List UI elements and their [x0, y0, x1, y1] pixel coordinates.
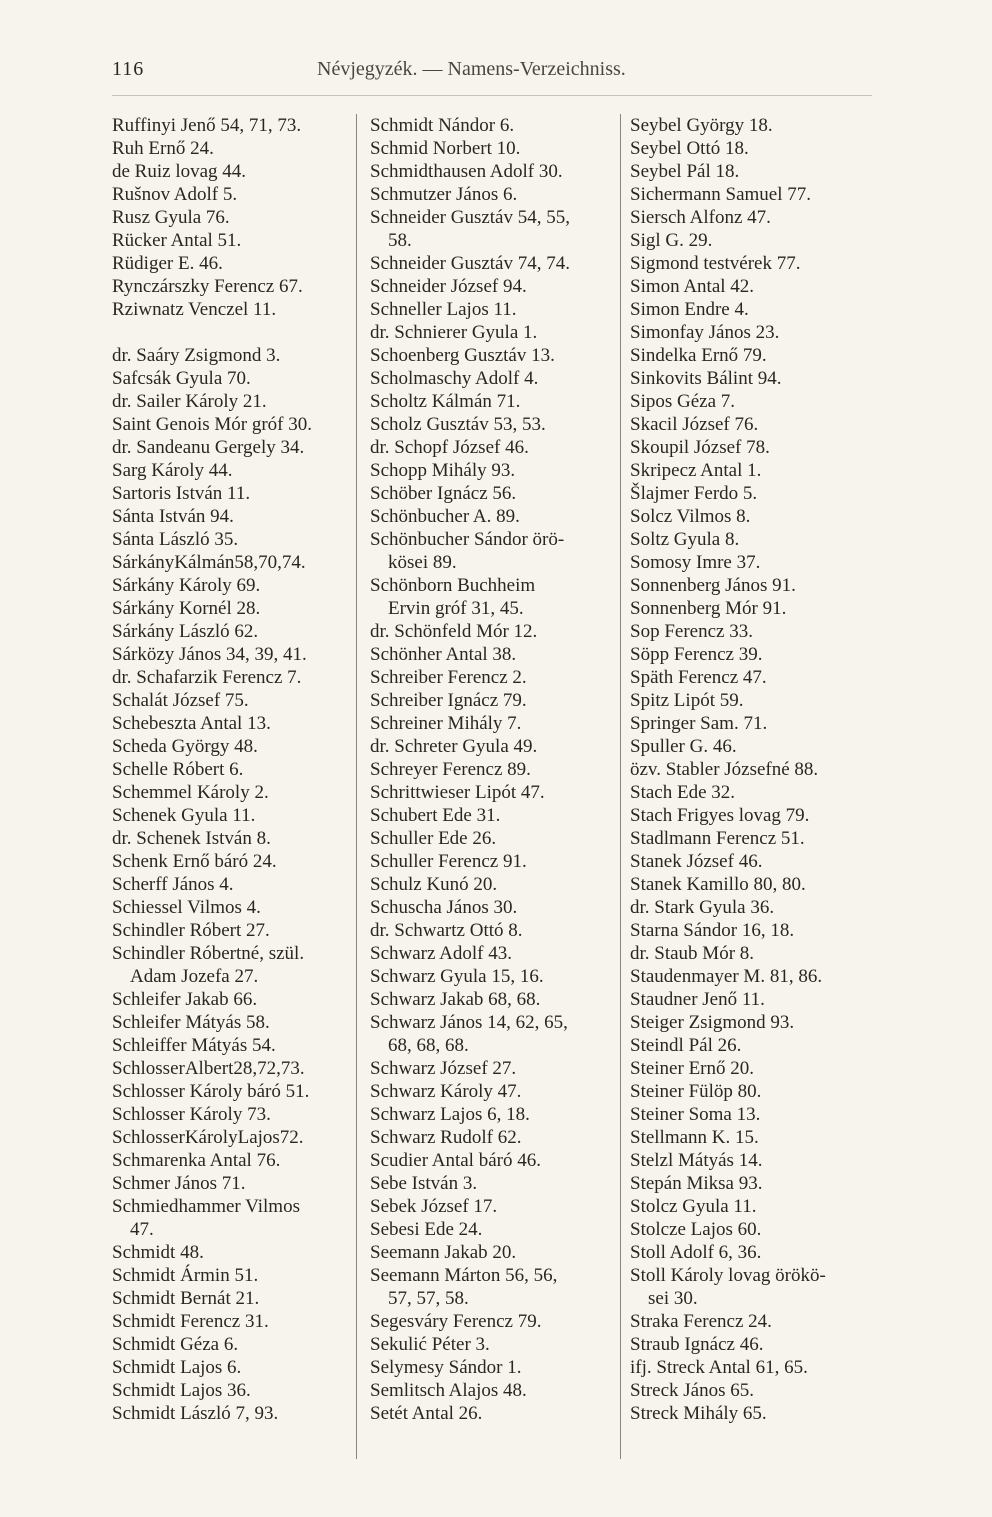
index-entry: Steindl Pál 26.	[630, 1035, 742, 1056]
index-entry: Schneider Gusztáv 54, 55,	[370, 207, 570, 228]
index-entry: Schmidt László 7, 93.	[112, 1403, 279, 1424]
header-rule	[112, 95, 872, 96]
index-entry: Simon Antal 42.	[630, 276, 755, 297]
index-entry: Sichermann Samuel 77.	[630, 184, 811, 205]
index-entry: Sánta László 35.	[112, 529, 239, 550]
index-entry: Schoenberg Gusztáv 13.	[370, 345, 555, 366]
index-entry: Scholmaschy Adolf 4.	[370, 368, 539, 389]
index-entry: Skoupil József 78.	[630, 437, 770, 458]
running-title: Névjegyzék. — Namens-Verzeichniss.	[317, 58, 626, 80]
page-header	[112, 58, 872, 88]
index-entry: Seemann Jakab 20.	[370, 1242, 517, 1263]
index-entry: Schwarz János 14, 62, 65,	[370, 1012, 568, 1033]
index-entry: Sebe István 3.	[370, 1173, 478, 1194]
index-entry: Schneider József 94.	[370, 276, 527, 297]
index-entry: Simon Endre 4.	[630, 299, 749, 320]
index-entry: Schindler Róbertné, szül.	[112, 943, 305, 964]
index-entry: Schleifer Mátyás 58.	[112, 1012, 270, 1033]
index-entry: Sánta István 94.	[112, 506, 234, 527]
index-entry: Sigmond testvérek 77.	[630, 253, 801, 274]
index-entry: Schwarz Jakab 68, 68.	[370, 989, 541, 1010]
index-entry: Streck Mihály 65.	[630, 1403, 767, 1424]
index-entry: Seemann Márton 56, 56,	[370, 1265, 558, 1286]
index-entry: Schreyer Ferencz 89.	[370, 759, 531, 780]
index-entry: Straub Ignácz 46.	[630, 1334, 764, 1355]
index-entry: Seybel Pál 18.	[630, 161, 740, 182]
index-entry: Rücker Antal 51.	[112, 230, 242, 251]
index-entry: Schenek Gyula 11.	[112, 805, 256, 826]
index-entry: Sárközy János 34, 39, 41.	[112, 644, 307, 665]
index-entry: dr. Schafarzik Ferencz 7.	[112, 667, 302, 688]
index-entry: Schreiber Ignácz 79.	[370, 690, 527, 711]
index-entry: Schebeszta Antal 13.	[112, 713, 271, 734]
index-entry: Sebek József 17.	[370, 1196, 498, 1217]
index-entry: Somosy Imre 37.	[630, 552, 761, 573]
index-entry: Schmiedhammer Vilmos	[112, 1196, 300, 1217]
index-entry: Šlajmer Ferdo 5.	[630, 483, 758, 504]
index-entry: Schwarz Lajos 6, 18.	[370, 1104, 530, 1125]
index-entry: Ruh Ernő 24.	[112, 138, 214, 159]
index-entry: Stach Frigyes lovag 79.	[630, 805, 810, 826]
index-entry: Sindelka Ernő 79.	[630, 345, 767, 366]
index-entry: Schmer János 71.	[112, 1173, 246, 1194]
index-entry: Sop Ferencz 33.	[630, 621, 753, 642]
index-entry: Steiner Ernő 20.	[630, 1058, 755, 1079]
index-entry: Steiger Zsigmond 93.	[630, 1012, 795, 1033]
index-entry: Simonfay János 23.	[630, 322, 780, 343]
index-entry: dr. Schönfeld Mór 12.	[370, 621, 538, 642]
index-entry: SchlosserAlbert28,72,73.	[112, 1058, 305, 1079]
index-entry: Sonnenberg János 91.	[630, 575, 796, 596]
index-entry: Söpp Ferencz 39.	[630, 644, 763, 665]
index-entry: Stepán Miksa 93.	[630, 1173, 763, 1194]
index-entry: Späth Ferencz 47.	[630, 667, 767, 688]
index-entry: Stellmann K. 15.	[630, 1127, 759, 1148]
index-entry: Schwarz Gyula 15, 16.	[370, 966, 544, 987]
index-entry: Staudenmayer M. 81, 86.	[630, 966, 823, 987]
index-entry: Schelle Róbert 6.	[112, 759, 244, 780]
index-entry: Sarg Károly 44.	[112, 460, 233, 481]
index-entry: Schmidt Lajos 6.	[112, 1357, 242, 1378]
index-entry: Scholtz Kálmán 71.	[370, 391, 521, 412]
index-entry: Rüdiger E. 46.	[112, 253, 223, 274]
index-entry: Scheda György 48.	[112, 736, 258, 757]
index-entry: Schubert Ede 31.	[370, 805, 501, 826]
index-entry: dr. Staub Mór 8.	[630, 943, 755, 964]
index-entry: Seybel György 18.	[630, 115, 773, 136]
index-entry: sei 30.	[648, 1288, 698, 1309]
index-entry: Sipos Géza 7.	[630, 391, 736, 412]
index-entry: Schneller Lajos 11.	[370, 299, 517, 320]
index-entry: 57, 57, 58.	[388, 1288, 469, 1309]
index-entry: dr. Sandeanu Gergely 34.	[112, 437, 305, 458]
index-entry: Schmidt Lajos 36.	[112, 1380, 251, 1401]
index-entry: Rziwnatz Venczel 11.	[112, 299, 277, 320]
index-entry: dr. Schnierer Gyula 1.	[370, 322, 538, 343]
index-entry: Schrittwieser Lipót 47.	[370, 782, 545, 803]
index-entry: dr. Schenek István 8.	[112, 828, 271, 849]
name-index	[112, 114, 872, 1464]
index-entry: Schmarenka Antal 76.	[112, 1150, 281, 1171]
index-entry	[112, 321, 356, 344]
index-entry: Saint Genois Mór gróf 30.	[112, 414, 313, 435]
index-entry: Schmid Norbert 10.	[370, 138, 521, 159]
index-entry: Sekulić Péter 3.	[370, 1334, 490, 1355]
index-entry: ifj. Streck Antal 61, 65.	[630, 1357, 808, 1378]
index-entry: dr. Stark Gyula 36.	[630, 897, 775, 918]
index-entry: Spuller G. 46.	[630, 736, 737, 757]
index-entry: Segesváry Ferencz 79.	[370, 1311, 542, 1332]
index-entry: Solcz Vilmos 8.	[630, 506, 751, 527]
index-entry: 68, 68, 68.	[388, 1035, 469, 1056]
index-entry: Schuscha János 30.	[370, 897, 518, 918]
index-entry: Schuller Ferencz 91.	[370, 851, 527, 872]
index-entry: Sárkány Kornél 28.	[112, 598, 261, 619]
index-entry: Sartoris István 11.	[112, 483, 251, 504]
index-entry: Rušnov Adolf 5.	[112, 184, 238, 205]
index-entry: Safcsák Gyula 70.	[112, 368, 251, 389]
column-divider	[356, 114, 357, 1459]
index-entry: Schemmel Károly 2.	[112, 782, 269, 803]
index-entry: Schindler Róbert 27.	[112, 920, 270, 941]
index-entry: Schulz Kunó 20.	[370, 874, 498, 895]
index-entry: dr. Saáry Zsigmond 3.	[112, 345, 281, 366]
index-entry: 58.	[388, 230, 412, 251]
index-entry: özv. Stabler Józsefné 88.	[630, 759, 819, 780]
index-entry: Sonnenberg Mór 91.	[630, 598, 787, 619]
index-entry: Rynczárszky Ferencz 67.	[112, 276, 303, 297]
index-entry: Ervin gróf 31, 45.	[388, 598, 524, 619]
index-entry: Schneider Gusztáv 74, 74.	[370, 253, 570, 274]
index-entry: Schiessel Vilmos 4.	[112, 897, 261, 918]
index-entry: Schmidt 48.	[112, 1242, 204, 1263]
index-entry: Schopp Mihály 93.	[370, 460, 516, 481]
index-entry: Schuller Ede 26.	[370, 828, 497, 849]
index-entry: Schwarz Károly 47.	[370, 1081, 522, 1102]
index-entry: Semlitsch Alajos 48.	[370, 1380, 527, 1401]
index-entry: Siersch Alfonz 47.	[630, 207, 771, 228]
index-entry: Stach Ede 32.	[630, 782, 736, 803]
index-entry: Spitz Lipót 59.	[630, 690, 744, 711]
index-entry: Stadlmann Ferencz 51.	[630, 828, 805, 849]
index-entry: Skacil József 76.	[630, 414, 759, 435]
index-entry: Schmidthausen Adolf 30.	[370, 161, 563, 182]
index-entry: kösei 89.	[388, 552, 457, 573]
index-entry: Scudier Antal báró 46.	[370, 1150, 541, 1171]
index-entry: Staudner Jenő 11.	[630, 989, 765, 1010]
index-entry: Schreiner Mihály 7.	[370, 713, 522, 734]
index-entry: Schmidt Ármin 51.	[112, 1265, 259, 1286]
index-entry: Stolcz Gyula 11.	[630, 1196, 757, 1217]
index-entry: dr. Schopf József 46.	[370, 437, 529, 458]
index-entry: Stolcze Lajos 60.	[630, 1219, 762, 1240]
index-entry: Starna Sándor 16, 18.	[630, 920, 795, 941]
index-entry: Schlosser Károly 73.	[112, 1104, 271, 1125]
index-entry: Schmidt Bernát 21.	[112, 1288, 260, 1309]
index-entry: SárkányKálmán58,70,74.	[112, 552, 306, 573]
index-entry: Adam Jozefa 27.	[130, 966, 259, 987]
index-entry: Schmidt Ferencz 31.	[112, 1311, 269, 1332]
index-entry: Steiner Fülöp 80.	[630, 1081, 762, 1102]
index-entry: Rusz Gyula 76.	[112, 207, 230, 228]
index-entry: Sárkány Károly 69.	[112, 575, 261, 596]
index-entry: Schönher Antal 38.	[370, 644, 517, 665]
index-entry: Schmutzer János 6.	[370, 184, 518, 205]
index-entry: Schwarz József 27.	[370, 1058, 517, 1079]
index-entry: SchlosserKárolyLajos72.	[112, 1127, 304, 1148]
column-1	[112, 114, 356, 1464]
index-entry: Seybel Ottó 18.	[630, 138, 749, 159]
index-entry: 47.	[130, 1219, 154, 1240]
index-entry: Schleiffer Mátyás 54.	[112, 1035, 276, 1056]
index-entry: dr. Schreter Gyula 49.	[370, 736, 538, 757]
index-entry: Stelzl Mátyás 14.	[630, 1150, 763, 1171]
index-entry: Schönbucher A. 89.	[370, 506, 520, 527]
index-entry: dr. Sailer Károly 21.	[112, 391, 267, 412]
index-entry: Soltz Gyula 8.	[630, 529, 740, 550]
column-3	[630, 114, 872, 1464]
index-entry: Sebesi Ede 24.	[370, 1219, 483, 1240]
index-entry: Straka Ferencz 24.	[630, 1311, 772, 1332]
index-entry: Sigl G. 29.	[630, 230, 713, 251]
index-entry: Schwarz Adolf 43.	[370, 943, 512, 964]
index-entry: Selymesy Sándor 1.	[370, 1357, 522, 1378]
index-entry: Schreiber Ferencz 2.	[370, 667, 527, 688]
index-entry: Schmidt Nándor 6.	[370, 115, 515, 136]
index-entry: de Ruiz lovag 44.	[112, 161, 247, 182]
index-entry: Ruffinyi Jenő 54, 71, 73.	[112, 115, 302, 136]
column-divider	[620, 114, 621, 1459]
index-entry: Sinkovits Bálint 94.	[630, 368, 782, 389]
index-entry: Schöber Ignácz 56.	[370, 483, 517, 504]
column-2	[370, 114, 622, 1464]
index-entry: Scherff János 4.	[112, 874, 234, 895]
index-entry: Schalát József 75.	[112, 690, 249, 711]
index-entry: Schleifer Jakab 66.	[112, 989, 258, 1010]
index-entry: Schönbucher Sándor örö-	[370, 529, 565, 550]
index-entry: Schenk Ernő báró 24.	[112, 851, 277, 872]
index-entry: Schlosser Károly báró 51.	[112, 1081, 310, 1102]
index-entry: Stanek Kamillo 80, 80.	[630, 874, 806, 895]
index-entry: Schönborn Buchheim	[370, 575, 536, 596]
index-entry: dr. Schwartz Ottó 8.	[370, 920, 523, 941]
index-entry: Setét Antal 26.	[370, 1403, 483, 1424]
index-entry: Stoll Károly lovag örökö-	[630, 1265, 826, 1286]
index-entry: Stoll Adolf 6, 36.	[630, 1242, 762, 1263]
index-entry: Stanek József 46.	[630, 851, 763, 872]
index-entry: Scholz Gusztáv 53, 53.	[370, 414, 546, 435]
index-entry: Schmidt Géza 6.	[112, 1334, 239, 1355]
index-entry: Springer Sam. 71.	[630, 713, 768, 734]
index-entry: Steiner Soma 13.	[630, 1104, 761, 1125]
index-entry: Schwarz Rudolf 62.	[370, 1127, 522, 1148]
page-number: 116	[112, 58, 145, 80]
index-entry: Streck János 65.	[630, 1380, 755, 1401]
index-entry: Skripecz Antal 1.	[630, 460, 762, 481]
index-entry: Sárkány László 62.	[112, 621, 259, 642]
